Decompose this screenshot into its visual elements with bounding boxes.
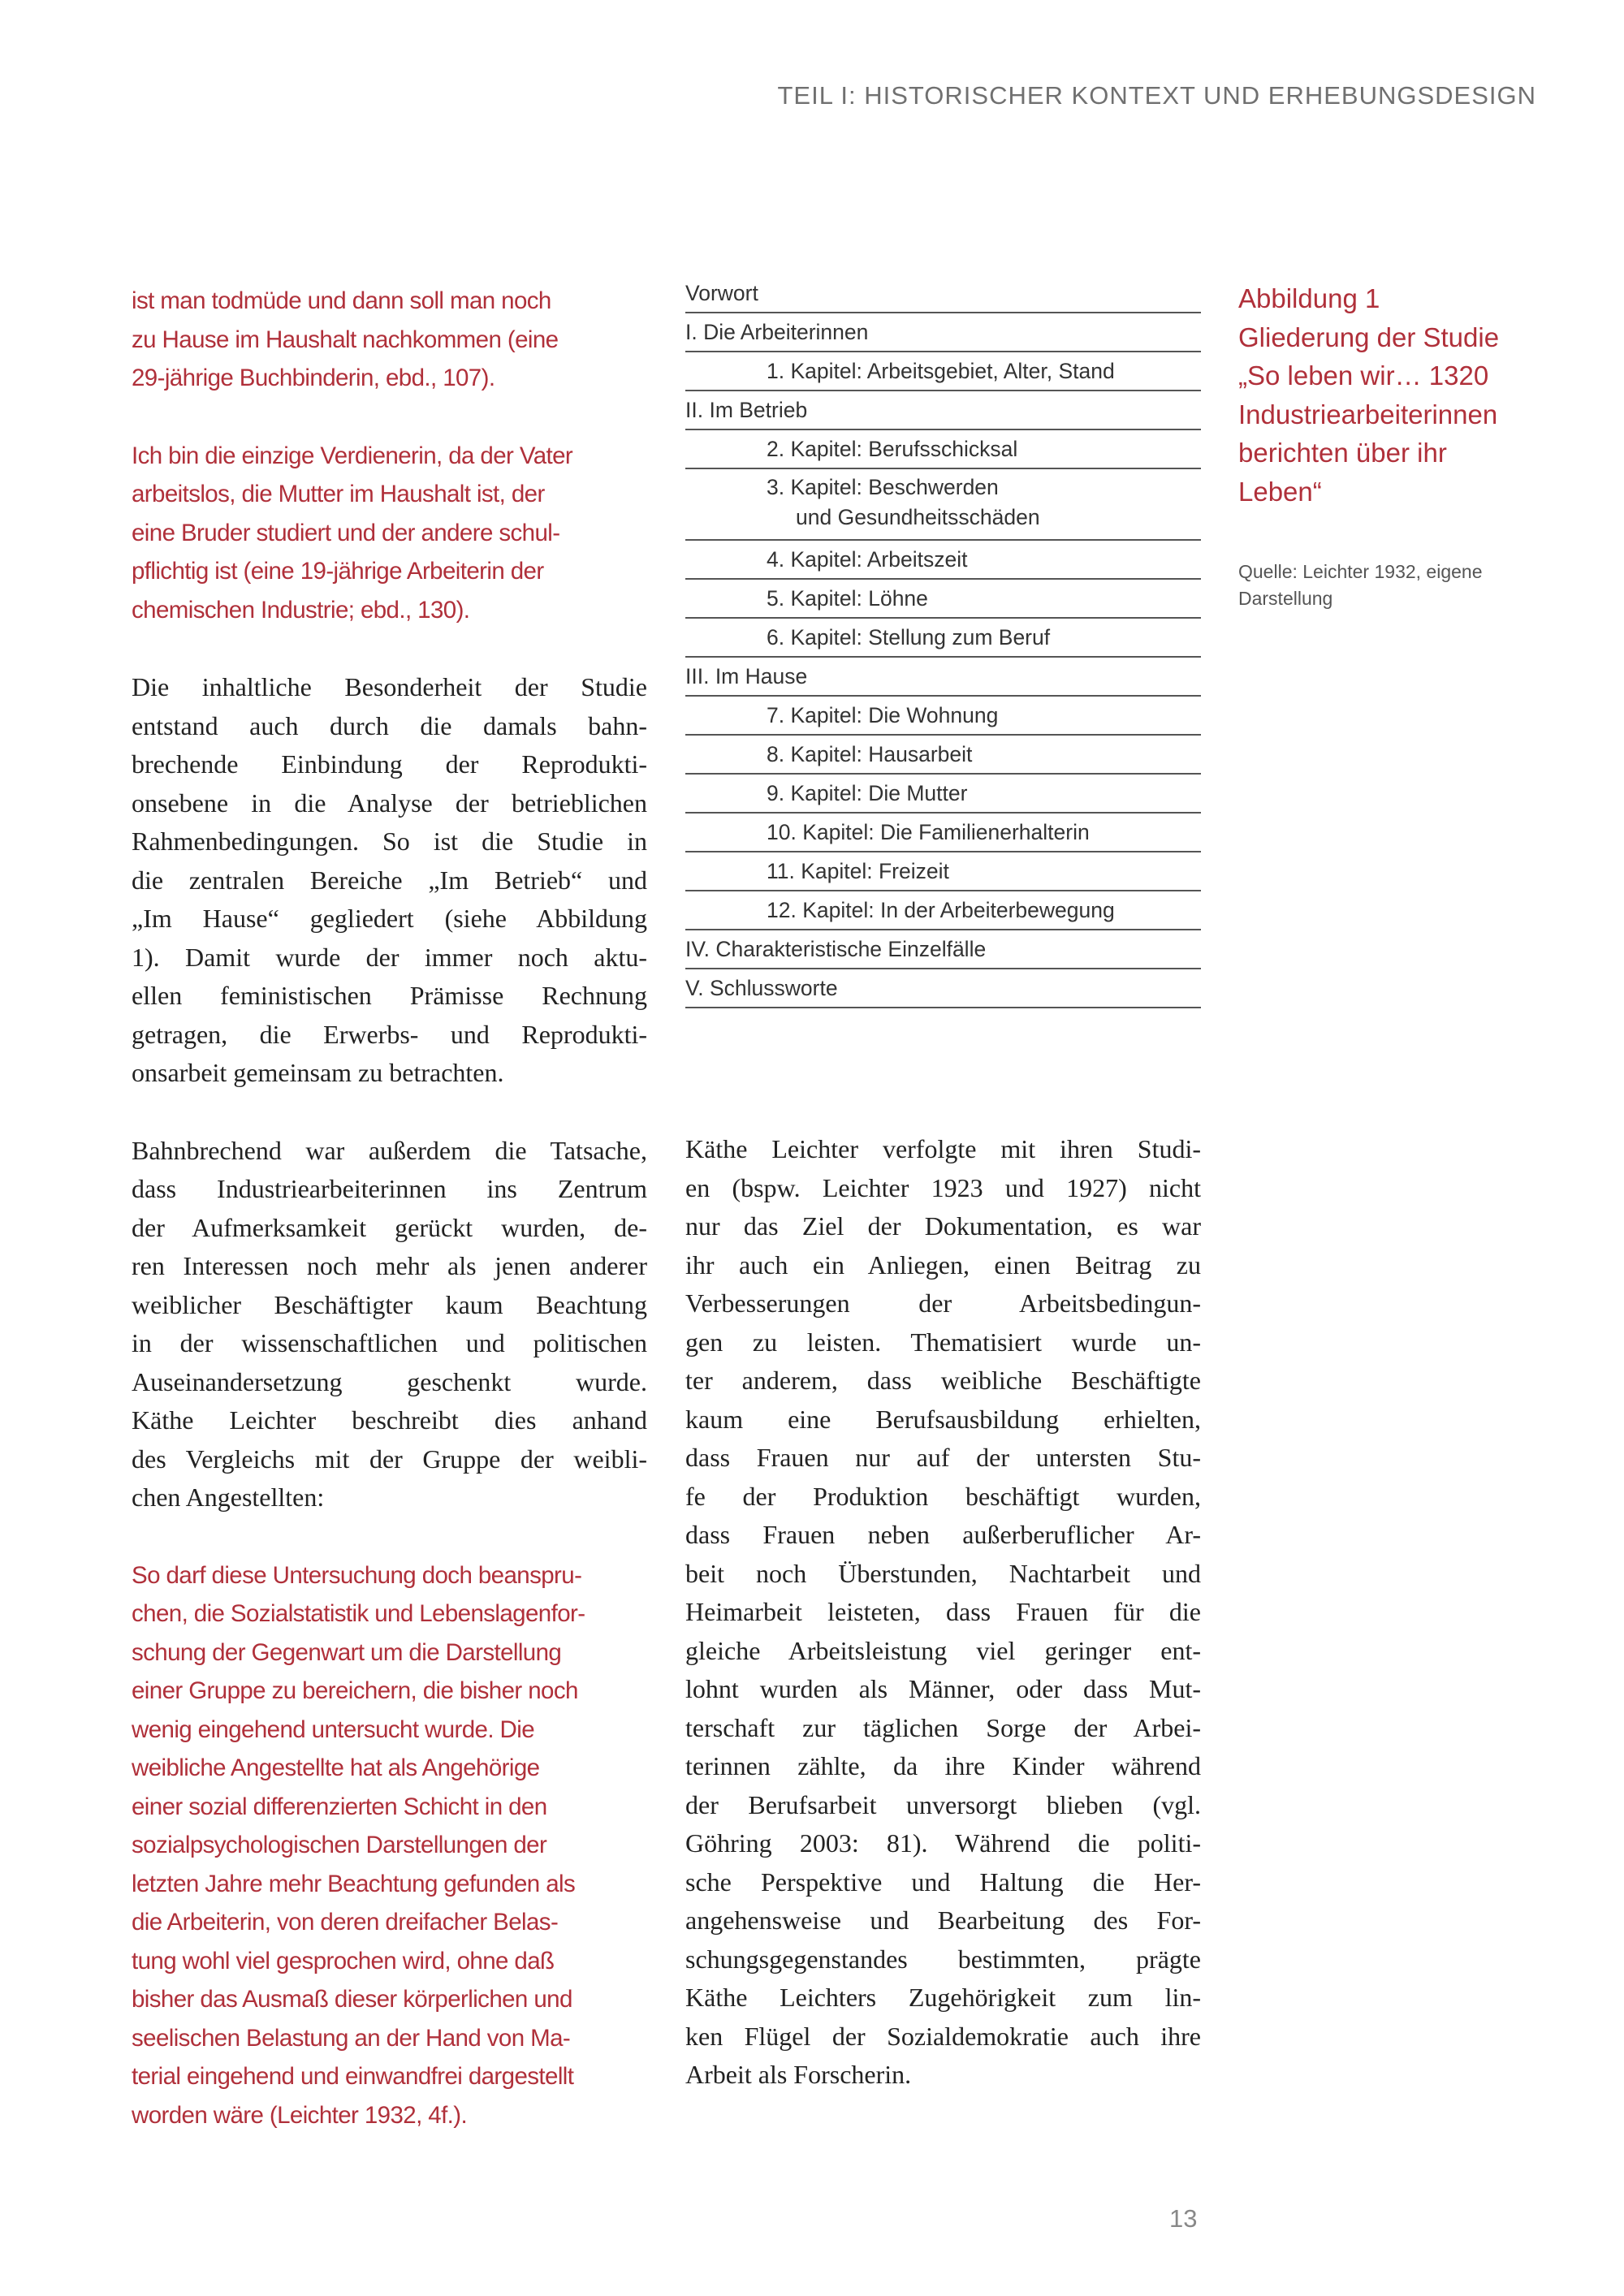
outline-chapter-row: 11. Kapitel: Freizeit <box>685 852 1201 891</box>
quote-2 <box>132 437 647 630</box>
text-line: ihr auch ein Anliegen, einen Beitrag zu <box>685 1249 1201 1280</box>
text-line: dass Frauen neben außerberuflicher Ar- <box>685 1520 1201 1549</box>
text-line: Rahmenbedingungen. So ist die Studie in <box>132 826 647 856</box>
text-line: Käthe Leichter verfolgte mit ihren Studi- <box>685 1134 1201 1163</box>
text-line: bisher das Ausmaß dieser körperlichen und <box>132 1986 572 2013</box>
study-outline-table <box>685 274 1201 1008</box>
text-line: der Aufmerksamkeit gerückt wurden, de- <box>132 1212 647 1242</box>
text-line: Göhring 2003: 81). Während die politi- <box>685 1828 1201 1858</box>
text-line: die zentralen Bereiche „Im Betrieb“ und <box>132 865 647 895</box>
text-line: lohnt wurden als Männer, oder dass Mut- <box>685 1674 1201 1703</box>
text-line: gen zu leisten. Thematisiert wurde un- <box>685 1327 1201 1357</box>
outline-chapter-row <box>685 469 1201 541</box>
paragraph-2 <box>132 1132 647 1517</box>
text-line: 29-jährige Buchbinderin, ebd., 107). <box>132 365 495 391</box>
text-line: Auseinandersetzung geschenkt wurde. <box>132 1366 647 1396</box>
text-line: „Im Hause“ gegliedert (siehe Abbildung <box>132 904 647 933</box>
text-line: kaum eine Berufsausbildung erhielten, <box>685 1404 1201 1434</box>
outline-chapter-row: 5. Kapitel: Löhne <box>685 580 1201 619</box>
text-line: schungsgegenstandes bestimmten, prägte <box>685 1944 1201 1974</box>
text-line: entstand auch durch die damals bahn- <box>132 710 647 740</box>
left-column <box>132 282 647 2173</box>
outline-chapter-row: 12. Kapitel: In der Arbeiterbewegung <box>685 891 1201 930</box>
text-line: terial eingehend und einwandfrei dargestellt <box>132 2063 574 2090</box>
text-line: Leben“ <box>1238 476 1322 507</box>
outline-section-row: Vorwort <box>685 274 1201 313</box>
text-line: des Vergleichs mit der Gruppe der weibli- <box>132 1444 647 1474</box>
text-line: arbeitslos, die Mutter im Haushalt ist, der <box>132 481 545 507</box>
text-line: wenig eingehend untersucht wurde. Die <box>132 1716 535 1743</box>
text-line: ken Flügel der Sozialdemokratie auch ihre <box>685 2021 1201 2051</box>
text-line: dass Industriearbeiterinnen ins Zentrum <box>132 1174 647 1203</box>
text-line: onsarbeit gemeinsam zu betrachten. <box>132 1058 504 1087</box>
text-line: der Berufsarbeit unversorgt blieben (vgl. <box>685 1789 1201 1819</box>
running-header: TEIL I: HISTORISCHER KONTEXT UND ERHEBUNGSDESIGN <box>777 81 1536 110</box>
text-line: seelischen Belastung an der Hand von Ma- <box>132 2024 571 2052</box>
text-line: „So leben wir… 1320 <box>1238 360 1489 391</box>
text-line: schung der Gegenwart um die Darstellung <box>132 1638 562 1666</box>
text-line: brechende Einbindung der Reprodukti- <box>132 749 647 779</box>
outline-chapter-row: 6. Kapitel: Stellung zum Beruf <box>685 619 1201 658</box>
text-line: angehensweise und Bearbeitung des For- <box>685 1905 1201 1935</box>
figure-source: Quelle: Leichter 1932, eigene Darstellung <box>1238 561 1483 609</box>
text-line: zu Hause im Haushalt nachkommen (eine <box>132 326 559 353</box>
text-line: ter anderem, dass weibliche Beschäftigte <box>685 1366 1201 1395</box>
quote-1 <box>132 282 647 398</box>
outline-section-row: III. Im Hause <box>685 658 1201 697</box>
text-line: nur das Ziel der Dokumentation, es war <box>685 1211 1201 1241</box>
outline-label: 3. Kapitel: Beschwerden <box>767 475 999 499</box>
text-line: en (bspw. Leichter 1923 und 1927) nicht <box>685 1172 1201 1202</box>
outline-section-row: I. Die Arbeiterinnen <box>685 313 1201 352</box>
text-line: Industriearbeiterinnen <box>1238 399 1498 429</box>
text-line: einer Gruppe zu bereichern, die bisher noch <box>132 1677 578 1704</box>
text-line: Ich bin die einzige Verdienerin, da der Vater <box>132 442 573 469</box>
page-number: 13 <box>1169 2204 1198 2233</box>
text-line: beit noch Überstunden, Nachtarbeit und <box>685 1558 1201 1588</box>
outline-section-row: V. Schlussworte <box>685 969 1201 1008</box>
text-line: getragen, die Erwerbs- und Reprodukti- <box>132 1019 647 1049</box>
text-line: Heimarbeit leisteten, dass Frauen für die <box>685 1597 1201 1626</box>
outline-chapter-row: 4. Kapitel: Arbeitszeit <box>685 541 1201 580</box>
outline-section-row: II. Im Betrieb <box>685 391 1201 430</box>
outline-chapter-row: 9. Kapitel: Die Mutter <box>685 775 1201 814</box>
text-line: letzten Jahre mehr Beachtung gefunden als <box>132 1870 576 1897</box>
outline-chapter-row: 1. Kapitel: Arbeitsgebiet, Alter, Stand <box>685 352 1201 391</box>
text-line: berichten über ihr <box>1238 438 1447 468</box>
text-line: in der wissenschaftlichen und politischen <box>132 1328 647 1357</box>
text-line: chemischen Industrie; ebd., 130). <box>132 596 470 624</box>
text-line: dass Frauen nur auf der untersten Stu- <box>685 1443 1201 1472</box>
text-line: Die inhaltliche Besonderheit der Studie <box>132 672 647 701</box>
text-line: die Arbeiterin, von deren dreifacher Belas- <box>132 1909 559 1936</box>
text-line: 1). Damit wurde der immer noch aktu- <box>132 942 647 972</box>
text-line: Käthe Leichter beschreibt dies anhand <box>132 1405 647 1435</box>
text-line: gleiche Arbeitsleistung viel geringer ent- <box>685 1635 1201 1665</box>
text-line: terinnen zählte, da ihre Kinder während <box>685 1751 1201 1780</box>
paragraph-1 <box>132 668 647 1093</box>
text-line: sozialpsychologischen Darstellungen der <box>132 1832 547 1858</box>
outline-label: und Gesundheitsschäden <box>796 505 1040 529</box>
outline-section-row: IV. Charakteristische Einzelfälle <box>685 930 1201 969</box>
text-line: Bahnbrechend war außerdem die Tatsache, <box>132 1135 647 1165</box>
text-line: einer sozial differenzierten Schicht in den <box>132 1793 547 1820</box>
text-line: chen Angestellten: <box>132 1482 325 1512</box>
outline-chapter-row: 8. Kapitel: Hausarbeit <box>685 736 1201 775</box>
text-line: sche Perspektive und Haltung die Her- <box>685 1867 1201 1897</box>
figure-caption <box>1238 279 1596 511</box>
text-line: weiblicher Beschäftigter kaum Beachtung <box>132 1289 647 1319</box>
outline-chapter-row: 7. Kapitel: Die Wohnung <box>685 697 1201 736</box>
text-line: terschaft zur täglichen Sorge der Arbei- <box>685 1712 1201 1742</box>
text-line: So darf diese Untersuchung doch beanspru- <box>132 1561 582 1589</box>
text-line: ellen feministischen Prämisse Rechnung <box>132 981 647 1010</box>
text-line: Gliederung der Studie <box>1238 322 1500 352</box>
text-line: ist man todmüde und dann soll man noch <box>132 287 551 314</box>
text-line: Verbesserungen der Arbeitsbedingun- <box>685 1288 1201 1318</box>
text-line: chen, die Sozialstatistik und Lebenslagenfor- <box>132 1600 585 1627</box>
text-line: pflichtig ist (eine 19-jährige Arbeiterin der <box>132 558 544 585</box>
text-line: Abbildung 1 <box>1238 283 1380 313</box>
text-line: weibliche Angestellte hat als Angehörige <box>132 1754 540 1781</box>
text-line: Arbeit als Forscherin. <box>685 2060 912 2089</box>
text-line: Käthe Leichters Zugehörigkeit zum lin- <box>685 1983 1201 2012</box>
text-line: eine Bruder studiert und der andere schul- <box>132 519 560 546</box>
text-line: fe der Produktion beschäftigt wurden, <box>685 1481 1201 1511</box>
text-line: tung wohl viel gesprochen wird, ohne daß <box>132 1947 555 1974</box>
outline-chapter-row: 10. Kapitel: Die Familienerhalterin <box>685 814 1201 852</box>
paragraph-middle <box>685 1130 1201 2095</box>
text-line: onsebene in die Analyse der betrieblichen <box>132 788 647 818</box>
quote-3 <box>132 1556 647 2135</box>
text-line: ren Interessen noch mehr als jenen anderer <box>132 1251 647 1280</box>
outline-chapter-row: 2. Kapitel: Berufsschicksal <box>685 430 1201 469</box>
text-line: worden wäre (Leichter 1932, 4f.). <box>132 2101 468 2129</box>
